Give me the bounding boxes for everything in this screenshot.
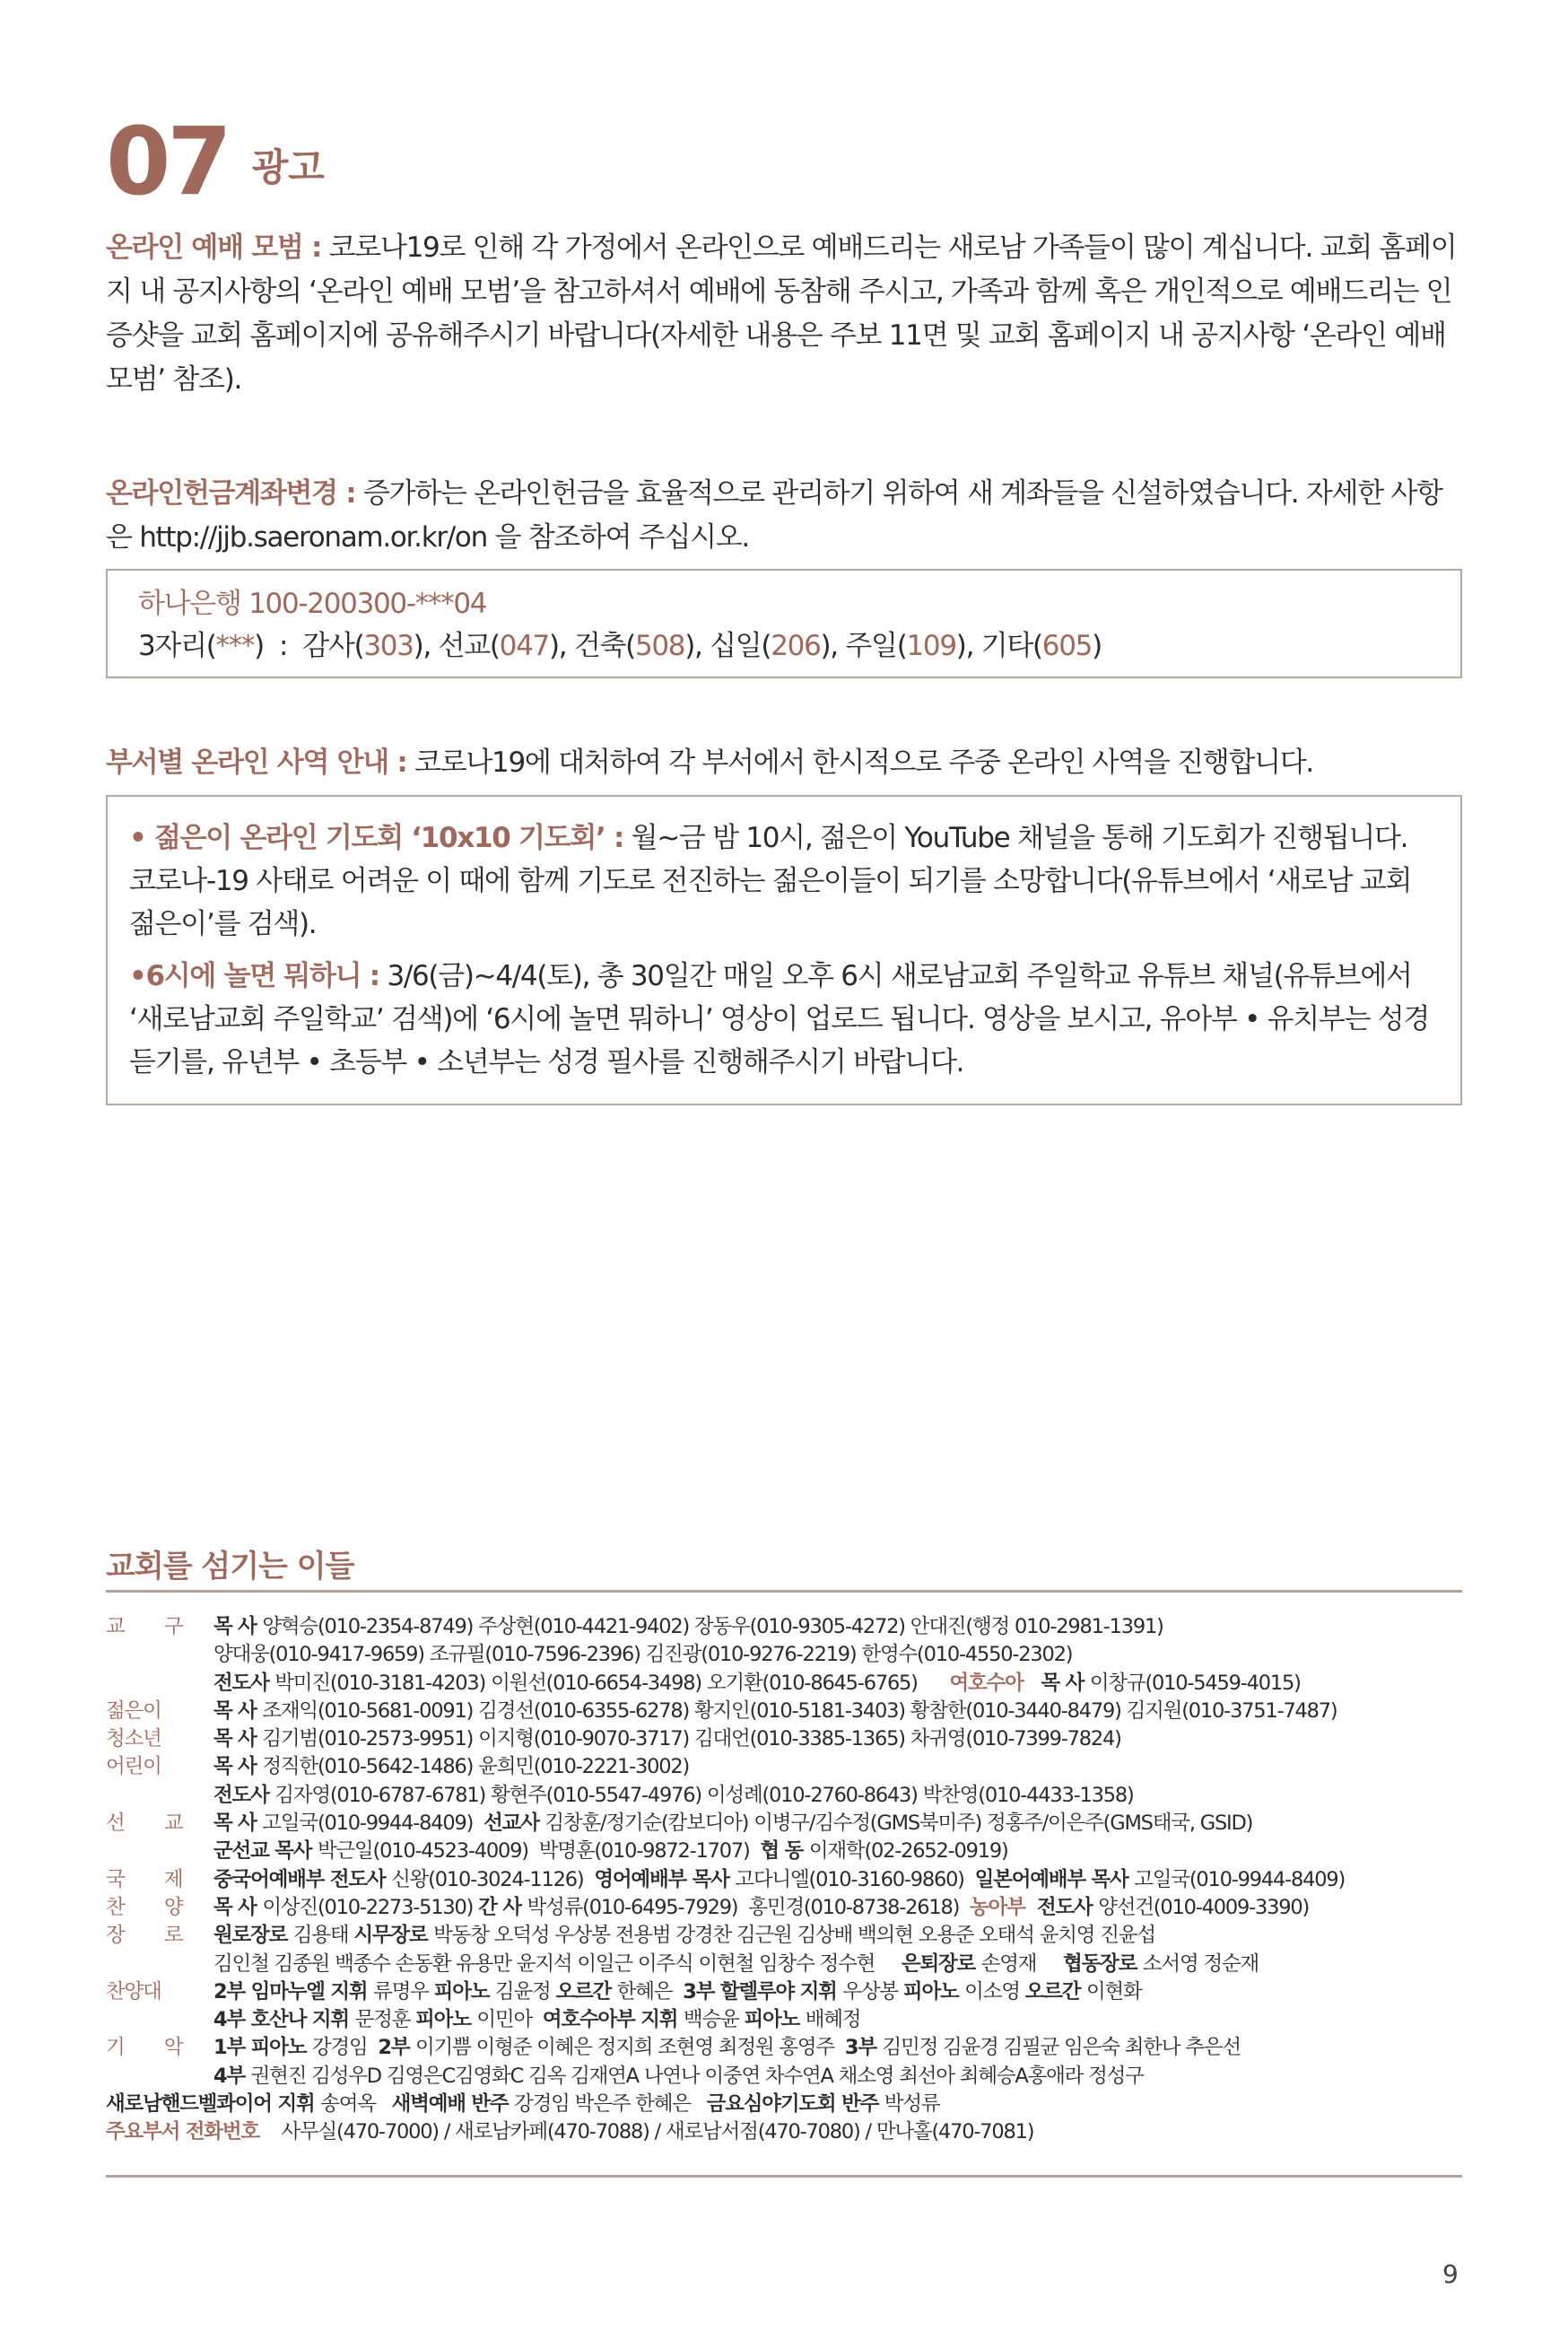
staff-entries — [213, 1782, 1134, 1810]
staff-category — [106, 2006, 213, 2034]
notice-text: 코로나19에 대처하여 각 부서에서 한시적으로 주중 온라인 사역을 진행합니다. — [406, 746, 1313, 779]
staff-names: 이민아 — [476, 2008, 543, 2032]
staff-names: 이현화 — [1085, 1979, 1142, 2004]
staff-row — [106, 1641, 1469, 1669]
staff-role: 새로남핸드벨콰이어 지휘 — [106, 2092, 321, 2117]
notice-online-worship — [106, 226, 1462, 402]
staff-role: 군선교 목사 — [213, 1839, 318, 1864]
notice-department-online — [106, 741, 1462, 785]
staff-names: 조재익(010-5681-0091) 김경선(010-6355-6278) 황지인(010-5181-3403) 황참한(010-3440-8479) 김지원(010-3751-7487) — [262, 1698, 1337, 1723]
staff-role: 목 사 — [1029, 1671, 1090, 1695]
program-label: • 젊은이 온라인 기도회 ‘10x10 기도회’ : — [129, 822, 624, 854]
staff-row — [106, 2091, 1469, 2118]
staff-names: 송여옥 — [320, 2092, 392, 2117]
staff-category — [106, 1641, 213, 1669]
staff-row — [106, 2006, 1469, 2034]
staff-names: 양선건(010-4009-3390) — [1098, 1895, 1310, 1919]
staff-names: 박근일(010-4523-4009) 박명훈(010-9872-1707) — [317, 1839, 761, 1864]
staff-row — [106, 1838, 1469, 1865]
staff-role: 목 사 — [213, 1615, 263, 1638]
staff-role: 은퇴장로 — [901, 1951, 981, 1976]
staff-entries — [106, 2118, 1033, 2146]
staff-names: 손영재 — [980, 1951, 1064, 1976]
staff-names: 양대웅(010-9417-9659) 조규필(010-7596-2396) 김진광(010-9276-2219) 한영수(010-4550-2302) — [213, 1643, 1073, 1667]
notice-text: 증가하는 온라인헌금을 효율적으로 관리하기 위하여 새 계좌들을 신설하였습니다. 자세한 사항은 http://jjb.saeronam.or.kr/on 을 참조하여 주십시오. — [106, 477, 1442, 554]
staff-role: 4부 호산나 지휘 — [213, 2008, 355, 2032]
staff-role: 목 사 — [213, 1895, 263, 1919]
staff-role: 협동장로 — [1063, 1951, 1143, 1976]
staff-role: 피아노 — [902, 1979, 965, 2004]
staff-names: 문정훈 — [354, 2008, 416, 2032]
staff-names: 우상봉 — [842, 1979, 903, 2004]
staff-role: 2부 — [378, 2036, 416, 2060]
staff-entries — [213, 1810, 1252, 1838]
staff-role: 일본어예배부 목사 — [974, 1867, 1135, 1891]
staff-category: 어린이 — [106, 1755, 161, 1779]
staff-role: 2부 임마누엘 지휘 — [213, 1979, 374, 2004]
program-text: 3/6(금)~4/4(토), 총 30일간 매일 오후 6시 새로남교회 주일학교 유튜브 채널(유튜브에서 ‘새로남교회 주일학교’ 검색)에 ‘6시에 놀면 뭐하니’ 영상이 업로드 됩니다. 영상을 보시고, 유아부 • 유치부는 성경 듣기를, 유년부 • 초등부 • 소년부는 성경 필사를 진행해주시기 바랍니다. — [129, 960, 1430, 1078]
code-end: ) — [1092, 630, 1102, 662]
code-end: ), — [820, 630, 846, 662]
staff-names: 김용태 — [292, 1924, 354, 1948]
staff-entries — [213, 1725, 1121, 1753]
staff-names: 김민정 김윤경 김필균 임은숙 최한나 추은선 — [882, 2036, 1241, 2060]
staff-entries — [213, 1670, 1301, 1698]
staff-names: 김기범(010-2573-9951) 이지형(010-9070-3717) 김대언(010-3385-1365) 차귀영(010-7399-7824) — [262, 1727, 1121, 1751]
staff-role: 1부 피아노 — [213, 2036, 312, 2060]
staff-names: 김인철 김종원 백종수 손동환 유용만 윤지석 이일근 이주식 이현철 임창수 정수현 — [213, 1951, 902, 1976]
staff-role: 영어예배부 목사 — [594, 1867, 736, 1891]
staff-entries — [213, 2063, 1144, 2091]
staff-role: 금요심야기도회 반주 — [706, 2092, 884, 2117]
staff-names: 한혜은 — [616, 1979, 684, 2004]
staff-row — [106, 1922, 1469, 1950]
section-number: 07 — [106, 107, 229, 216]
staff-role: 목 사 — [213, 1698, 263, 1723]
notice-label: 온라인 예배 모범 : — [106, 231, 322, 264]
staff-entries — [213, 1978, 1142, 2006]
staff-role: 농아부 — [970, 1895, 1032, 1919]
staff-role: 4부 — [213, 2064, 251, 2088]
staff-category: 찬 양 — [106, 1895, 200, 1919]
staff-names: 박성류 — [884, 2092, 940, 2117]
staff-role: 목 사 — [213, 1727, 263, 1751]
staff-entries — [213, 1866, 1345, 1894]
code-name: 기타( — [980, 630, 1042, 662]
staff-category — [106, 1838, 213, 1865]
divider — [106, 2175, 1462, 2178]
staff-row — [106, 2063, 1469, 2091]
staff-row — [106, 1978, 1469, 2006]
code-name: 건축( — [573, 630, 635, 662]
staff-role: 피아노 — [744, 2008, 806, 2032]
staff-names: 박동창 오덕성 우상봉 전용범 강경찬 김근원 김상배 백의현 오용준 오태석 윤치영 진윤섭 — [433, 1924, 1155, 1948]
program-item — [129, 816, 1439, 946]
staff-entries — [213, 1922, 1155, 1950]
staff-category: 장 로 — [106, 1924, 200, 1948]
staff-names: 고일국(010-9944-8409) — [1134, 1867, 1346, 1891]
staff-names: 김창훈/정기순(캄보디아) 이병구/김수정(GMS북미주) 정홍주/이은주(GMS태국, GSID) — [544, 1812, 1253, 1836]
staff-category — [106, 1670, 213, 1698]
staff-row — [106, 1698, 1469, 1725]
staff-entries — [213, 1698, 1337, 1725]
staff-row — [106, 1782, 1469, 1810]
page-number: 9 — [1442, 2259, 1459, 2289]
staff-names: 고일국(010-9944-8409) — [262, 1812, 484, 1836]
staff-category: 청소년 — [106, 1727, 161, 1751]
staff-row — [106, 1810, 1469, 1838]
staff-names: 이재학(02-2652-0919) — [808, 1839, 1008, 1864]
program-label: •6시에 놀면 뭐하니 : — [129, 960, 379, 992]
staff-names: 사무실(470-7000) / 새로남카페(470-7088) / 새로남서점(470-7080) / 만나홀(470-7081) — [265, 2120, 1034, 2144]
staff-category: 젊은이 — [106, 1698, 161, 1723]
staff-list — [106, 1613, 1469, 2147]
code-name: 선교( — [438, 630, 500, 662]
staff-names: 고다니엘(010-3160-9860) — [735, 1867, 975, 1891]
staff-names: 이기쁨 이형준 이혜은 정지희 조현영 최정원 홍영주 — [415, 2036, 845, 2060]
codes-colon: ) : — [254, 630, 303, 662]
staff-names: 이창규(010-5459-4015) — [1089, 1671, 1301, 1695]
staff-names: 신왕(010-3024-1126) — [391, 1867, 595, 1891]
staff-category: 선 교 — [106, 1812, 200, 1836]
staff-entries — [213, 2006, 860, 2034]
section-title: 광고 — [251, 145, 325, 189]
staff-names: 소서영 정순재 — [1142, 1951, 1259, 1976]
staff-category: 교 구 — [106, 1615, 200, 1638]
staff-row — [106, 1951, 1469, 1978]
staff-category — [106, 1951, 213, 1978]
code-list — [302, 630, 1102, 662]
code-name: 감사( — [302, 630, 364, 662]
staff-row — [106, 2034, 1469, 2062]
staff-category — [106, 2063, 213, 2091]
staff-names: 류명우 — [373, 1979, 434, 2004]
staff-role: 피아노 — [415, 2008, 477, 2032]
account-codes — [138, 625, 1430, 668]
staff-names: 박성류(010-6495-7929) 홍민경(010-8738-2618) — [527, 1895, 971, 1919]
staff-role: 원로장로 — [213, 1924, 293, 1948]
code-end: ), — [548, 630, 574, 662]
staff-role: 여호수아부 지휘 — [542, 2008, 684, 2032]
staff-names: 강경임 — [311, 2036, 379, 2060]
staff-row — [106, 1725, 1469, 1753]
divider — [106, 1590, 1462, 1593]
staff-role: 중국어예배부 전도사 — [213, 1867, 392, 1891]
staff-entries — [106, 2091, 939, 2118]
staff-entries — [213, 1641, 1072, 1669]
staff-category: 기 악 — [106, 2036, 200, 2060]
staff-category: 찬양대 — [106, 1979, 161, 2004]
program-item — [129, 955, 1439, 1084]
staff-role: 목 사 — [213, 1812, 263, 1836]
staff-names: 이상진(010-2273-5130) — [262, 1895, 479, 1919]
staff-names: 이소영 — [964, 1979, 1025, 2004]
code-name: 십일( — [710, 630, 771, 662]
staff-entries — [213, 1951, 1259, 1978]
staff-row — [106, 1866, 1469, 1894]
code-number: 047 — [499, 630, 549, 662]
staff-role: 3부 — [844, 2036, 883, 2060]
staff-role: 3부 할렐루야 지휘 — [683, 1979, 843, 2004]
staff-entries — [213, 1838, 1008, 1865]
staff-role: 목 사 — [213, 1755, 263, 1779]
code-number: 303 — [363, 630, 414, 662]
staff-role: 피아노 — [433, 1979, 495, 2004]
staff-names: 배혜정 — [805, 2008, 861, 2032]
staff-role: 오르간 — [1024, 1979, 1086, 2004]
program-text: 월~금 밤 10시, 젊은이 YouTube 채널을 통해 기도회가 진행됩니다. 코로나-19 사태로 어려운 이 때에 함께 기도로 전진하는 젊은이들이 되기를 소망합니다(유튜브에서 ‘새로남 교회 젊은이’를 검색). — [129, 822, 1412, 940]
staff-title: 교회를 섬기는 이들 — [106, 1549, 354, 1585]
staff-entries — [213, 2034, 1241, 2062]
staff-role: 전도사 — [213, 1671, 275, 1695]
staff-role: 여호수아 — [949, 1671, 1030, 1695]
codes-stars: *** — [215, 630, 255, 662]
staff-names: 정직한(010-5642-1486) 윤희민(010-2221-3002) — [262, 1755, 690, 1779]
staff-names: 백승윤 — [683, 2008, 745, 2032]
code-number: 109 — [906, 630, 956, 662]
staff-category — [106, 1782, 213, 1810]
staff-role: 협 동 — [760, 1839, 809, 1864]
staff-category: 국 제 — [106, 1867, 200, 1891]
notice-text: 코로나19로 인해 각 가정에서 온라인으로 예배드리는 새로남 가족들이 많이 계십니다. 교회 홈페이지 내 공지사항의 ‘온라인 예배 모범’을 참고하셔서 예배에 동참해 주시고, 가족과 함께 혹은 개인적으로 예배드리는 인증샷을 교회 홈페이지에 공유해주시기 바랍니다(자세한 내용은 주보 11면 및 교회 홈페이지 내 공지사항 ‘온라인 예배 모범’ 참조). — [106, 231, 1457, 396]
code-end: ), — [413, 630, 439, 662]
staff-row — [106, 1894, 1469, 1922]
code-end: ), — [684, 630, 710, 662]
staff-names: 박미진(010-3181-4203) 이원선(010-6654-3498) 오기환(010-8645-6765) — [274, 1671, 950, 1695]
staff-role: 전도사 — [213, 1783, 275, 1807]
staff-role: 선교사 — [483, 1812, 545, 1836]
staff-row — [106, 1613, 1469, 1641]
staff-role: 전도사 — [1031, 1895, 1099, 1919]
staff-role: 주요부서 전화번호 — [106, 2120, 266, 2144]
staff-row — [106, 1753, 1469, 1781]
notice-label: 부서별 온라인 사역 안내 : — [106, 746, 407, 779]
section-header — [106, 107, 325, 216]
staff-names: 강경임 박은주 한혜은 — [514, 2092, 707, 2117]
code-end: ), — [955, 630, 981, 662]
staff-row — [106, 1670, 1469, 1698]
bank-account: 하나은행 100-200300-***04 — [138, 588, 487, 620]
staff-entries — [213, 1894, 1309, 1922]
staff-names: 권현진 김성우D 김영은C김영화C 김옥 김재연A 나연나 이중연 차수연A 채소영 최선아 최혜승A홍애라 정성구 — [250, 2064, 1144, 2088]
staff-role: 오르간 — [555, 1979, 617, 2004]
staff-entries — [213, 1753, 689, 1781]
staff-role: 간 사 — [478, 1895, 527, 1919]
code-number: 508 — [634, 630, 685, 662]
staff-role: 시무장로 — [353, 1924, 434, 1948]
notice-label: 온라인헌금계좌변경 : — [106, 477, 356, 510]
staff-names: 김윤정 — [494, 1979, 556, 2004]
notice-online-offering — [106, 472, 1462, 560]
staff-entries — [213, 1613, 1163, 1641]
code-number: 605 — [1041, 630, 1093, 662]
staff-role: 새벽예배 반주 — [391, 2092, 515, 2117]
staff-names: 김자영(010-6787-6781) 황현주(010-5547-4976) 이성례(010-2760-8643) 박찬영(010-4433-1358) — [274, 1783, 1134, 1807]
staff-names: 양혁승(010-2354-8749) 주상현(010-4421-9402) 장동우(010-9305-4272) 안대진(행정 010-2981-1391) — [262, 1615, 1163, 1638]
staff-row — [106, 2118, 1469, 2146]
code-number: 206 — [771, 630, 821, 662]
account-box — [106, 569, 1462, 678]
programs-box — [106, 795, 1462, 1105]
codes-prefix: 3자리( — [138, 630, 216, 662]
code-name: 주일( — [845, 630, 907, 662]
